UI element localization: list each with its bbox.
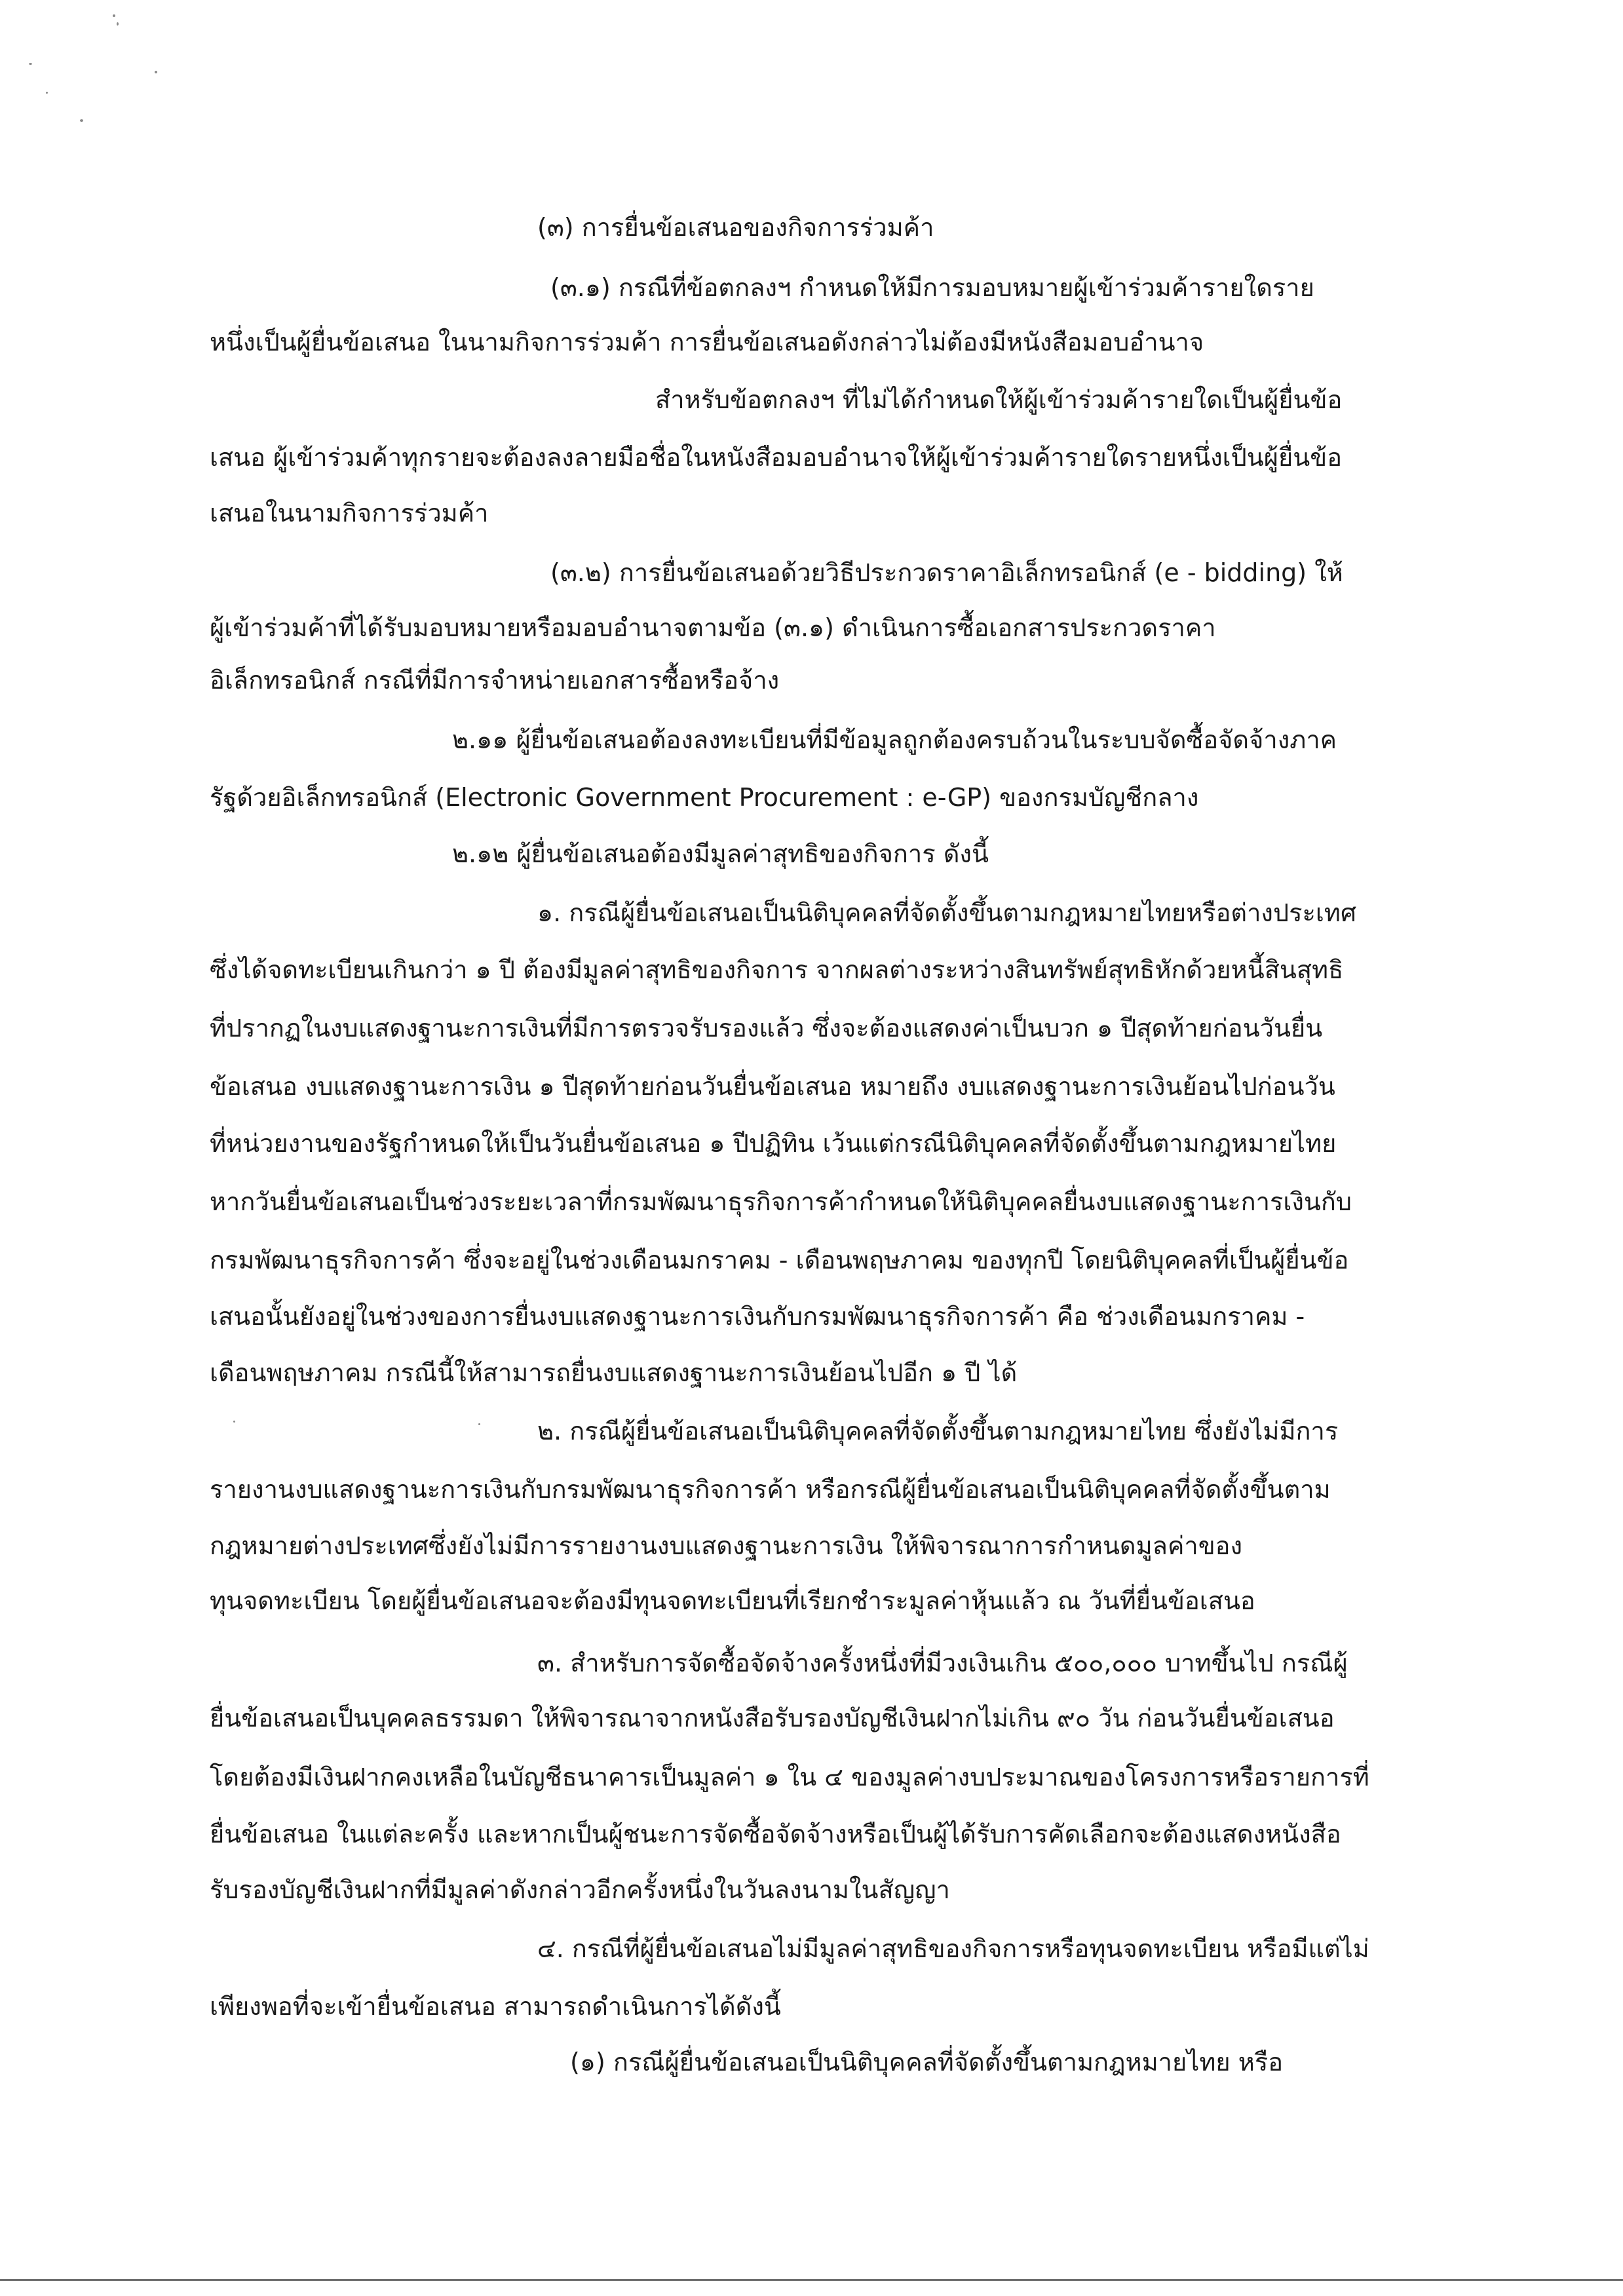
scan-speck (117, 22, 119, 26)
scan-speck (113, 14, 115, 17)
text-line: สำหรับข้อตกลงฯ ที่ไม่ได้กำหนดให้ผู้เข้าร่วมค้ารายใดเป็นผู้ยื่นข้อ (655, 385, 1343, 414)
text-line: ๑. กรณีผู้ยื่นข้อเสนอเป็นนิติบุคคลที่จัดตั้งขึ้นตามกฎหมายไทยหรือต่างประเทศ (537, 898, 1357, 927)
scan-speck (233, 1421, 235, 1423)
text-line: หนึ่งเป็นผู้ยื่นข้อเสนอ ในนามกิจการร่วมค้า การยื่นข้อเสนอดังกล่าวไม่ต้องมีหนังสือมอบอำนาจ (210, 328, 1204, 356)
scan-bottom-edge (0, 2279, 1623, 2281)
text-line: ทุนจดทะเบียน โดยผู้ยื่นข้อเสนอจะต้องมีทุนจดทะเบียนที่เรียกชำระมูลค่าหุ้นแล้ว ณ วันที่ยื่นข้อเสนอ (210, 1586, 1255, 1615)
text-line: อิเล็กทรอนิกส์ กรณีที่มีการจำหน่ายเอกสารซื้อหรือจ้าง (210, 666, 780, 695)
text-line: ซึ่งได้จดทะเบียนเกินกว่า ๑ ปี ต้องมีมูลค่าสุทธิของกิจการ จากผลต่างระหว่างสินทรัพย์สุทธิหักด้วยหนี้สินสุทธิ (210, 955, 1344, 984)
text-line: (๓.๑) กรณีที่ข้อตกลงฯ กำหนดให้มีการมอบหมายผู้เข้าร่วมค้ารายใดราย (550, 273, 1314, 302)
text-line: รับรองบัญชีเงินฝากที่มีมูลค่าดังกล่าวอีกครั้งหนึ่งในวันลงนามในสัญญา (210, 1875, 950, 1904)
text-line: ๔. กรณีที่ผู้ยื่นข้อเสนอไม่มีมูลค่าสุทธิของกิจการหรือทุนจดทะเบียน หรือมีแต่ไม่ (537, 1934, 1369, 1963)
text-line: รายงานงบแสดงฐานะการเงินกับกรมพัฒนาธุรกิจการค้า หรือกรณีผู้ยื่นข้อเสนอเป็นนิติบุคคลที่จัดตั้งขึ้นตาม (210, 1475, 1331, 1504)
text-line: ที่ปรากฏในงบแสดงฐานะการเงินที่มีการตรวจรับรองแล้ว ซึ่งจะต้องแสดงค่าเป็นบวก ๑ ปีสุดท้ายก่อนวันยื่น (210, 1014, 1323, 1043)
text-line: รัฐด้วยอิเล็กทรอนิกส์ (Electronic Government Procurement : e-GP) ของกรมบัญชีกลาง (210, 783, 1199, 812)
text-line: ยื่นข้อเสนอเป็นบุคคลธรรมดา ให้พิจารณาจากหนังสือรับรองบัญชีเงินฝากไม่เกิน ๙๐ วัน ก่อนวันยื่นข้อเสนอ (210, 1704, 1335, 1732)
text-line: กฎหมายต่างประเทศซึ่งยังไม่มีการรายงานงบแสดงฐานะการเงิน ให้พิจารณาการกำหนดมูลค่าของ (210, 1531, 1243, 1560)
text-line: ๒. กรณีผู้ยื่นข้อเสนอเป็นนิติบุคคลที่จัดตั้งขึ้นตามกฎหมายไทย ซึ่งยังไม่มีการ (537, 1417, 1339, 1445)
text-line: (๓) การยื่นข้อเสนอของกิจการร่วมค้า (537, 213, 934, 242)
text-line: ผู้เข้าร่วมค้าที่ได้รับมอบหมายหรือมอบอำนาจตามข้อ (๓.๑) ดำเนินการซื้อเอกสารประกวดราคา (210, 613, 1216, 642)
scan-speck (155, 71, 157, 73)
text-line: กรมพัฒนาธุรกิจการค้า ซึ่งจะอยู่ในช่วงเดือนมกราคม - เดือนพฤษภาคม ของทุกปี โดยนิติบุคคลที่เป็นผู้ยื่นข้อ (210, 1246, 1349, 1274)
text-line: เสนอในนามกิจการร่วมค้า (210, 499, 489, 527)
text-line: (๑) กรณีผู้ยื่นข้อเสนอเป็นนิติบุคคลที่จัดตั้งขึ้นตามกฎหมายไทย หรือ (570, 2048, 1284, 2076)
text-line: เพียงพอที่จะเข้ายื่นข้อเสนอ สามารถดำเนินการได้ดังนี้ (210, 1992, 781, 2021)
text-line: ยื่นข้อเสนอ ในแต่ละครั้ง และหากเป็นผู้ชนะการจัดซื้อจัดจ้างหรือเป็นผู้ได้รับการคัดเลือกจะต้องแสดงหนังสือ (210, 1820, 1341, 1848)
text-line: ๒.๑๒ ผู้ยื่นข้อเสนอต้องมีมูลค่าสุทธิของกิจการ ดังนี้ (452, 839, 989, 868)
text-line: ข้อเสนอ งบแสดงฐานะการเงิน ๑ ปีสุดท้ายก่อนวันยื่นข้อเสนอ หมายถึง งบแสดงฐานะการเงินย้อนไปก่อนวัน (210, 1072, 1335, 1101)
text-line: ที่หน่วยงานของรัฐกำหนดให้เป็นวันยื่นข้อเสนอ ๑ ปีปฏิทิน เว้นแต่กรณีนิติบุคคลที่จัดตั้งขึ้นตามกฎหมายไทย (210, 1129, 1337, 1158)
text-line: เสนอนั้นยังอยู่ในช่วงของการยื่นงบแสดงฐานะการเงินกับกรมพัฒนาธุรกิจการค้า คือ ช่วงเดือนมกราคม - (210, 1302, 1305, 1331)
text-line: หากวันยื่นข้อเสนอเป็นช่วงระยะเวลาที่กรมพัฒนาธุรกิจการค้ากำหนดให้นิติบุคคลยื่นงบแสดงฐานะการเงินกับ (210, 1187, 1352, 1216)
text-line: ๓. สำหรับการจัดซื้อจัดจ้างครั้งหนึ่งที่มีวงเงินเกิน ๕๐๐,๐๐๐ บาทขึ้นไป กรณีผู้ (537, 1649, 1348, 1677)
scan-speck (29, 63, 32, 65)
scan-speck (46, 92, 48, 94)
text-line: เสนอ ผู้เข้าร่วมค้าทุกรายจะต้องลงลายมือชื่อในหนังสือมอบอำนาจให้ผู้เข้าร่วมค้ารายใดรายหนึ่งเป็นผู้ยื่นข้อ (210, 443, 1343, 472)
scan-speck (80, 119, 83, 122)
text-line: ๒.๑๑ ผู้ยื่นข้อเสนอต้องลงทะเบียนที่มีข้อมูลถูกต้องครบถ้วนในระบบจัดซื้อจัดจ้างภาค (452, 725, 1337, 754)
text-line: โดยต้องมีเงินฝากคงเหลือในบัญชีธนาคารเป็นมูลค่า ๑ ใน ๔ ของมูลค่างบประมาณของโครงการหรือรายการที่ (210, 1763, 1369, 1791)
scan-speck (478, 1423, 480, 1425)
text-line: เดือนพฤษภาคม กรณีนี้ให้สามารถยื่นงบแสดงฐานะการเงินย้อนไปอีก ๑ ปี ได้ (210, 1358, 1018, 1387)
text-line: (๓.๒) การยื่นข้อเสนอด้วยวิธีประกวดราคาอิเล็กทรอนิกส์ (e - bidding) ให้ (550, 558, 1343, 587)
